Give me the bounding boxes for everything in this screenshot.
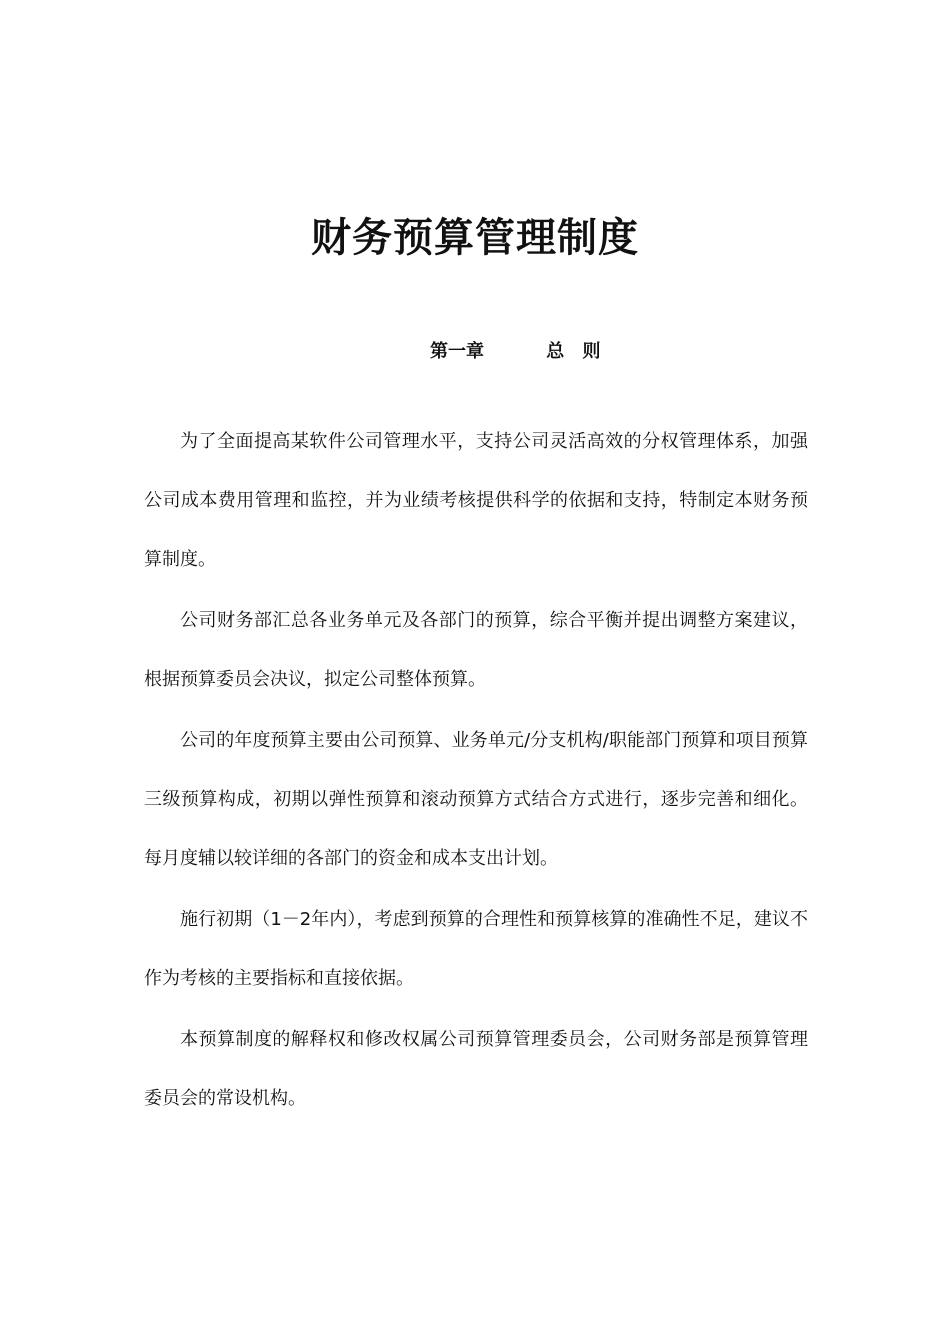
- chapter-name: 总 则: [546, 341, 607, 362]
- document-title: 财务预算管理制度: [311, 215, 639, 261]
- document-body: [144, 412, 808, 1130]
- paragraph: 公司的年度预算主要由公司预算、业务单元/分支机构/职能部门预算和项目预算三级预算构成，初期以弹性预算和滚动预算方式结合方式进行，逐步完善和细化。每月度辅以较详细的各部门的资金和成本支出计划。: [144, 730, 808, 869]
- paragraph: 施行初期（1－2年内），考虑到预算的合理性和预算核算的准确性不足，建议不作为考核的主要指标和直接依据。: [144, 909, 808, 989]
- paragraph: 为了全面提高某软件公司管理水平，支持公司灵活高效的分权管理体系，加强公司成本费用管理和监控，并为业绩考核提供科学的依据和支持，特制定本财务预算制度。: [144, 431, 808, 570]
- paragraph: 公司财务部汇总各业务单元及各部门的预算，综合平衡并提出调整方案建议，根据预算委员会决议，拟定公司整体预算。: [144, 610, 808, 690]
- paragraph: 本预算制度的解释权和修改权属公司预算管理委员会，公司财务部是预算管理委员会的常设机构。: [144, 1029, 808, 1109]
- chapter-heading: [430, 338, 607, 366]
- chapter-number: 第一章: [430, 341, 484, 362]
